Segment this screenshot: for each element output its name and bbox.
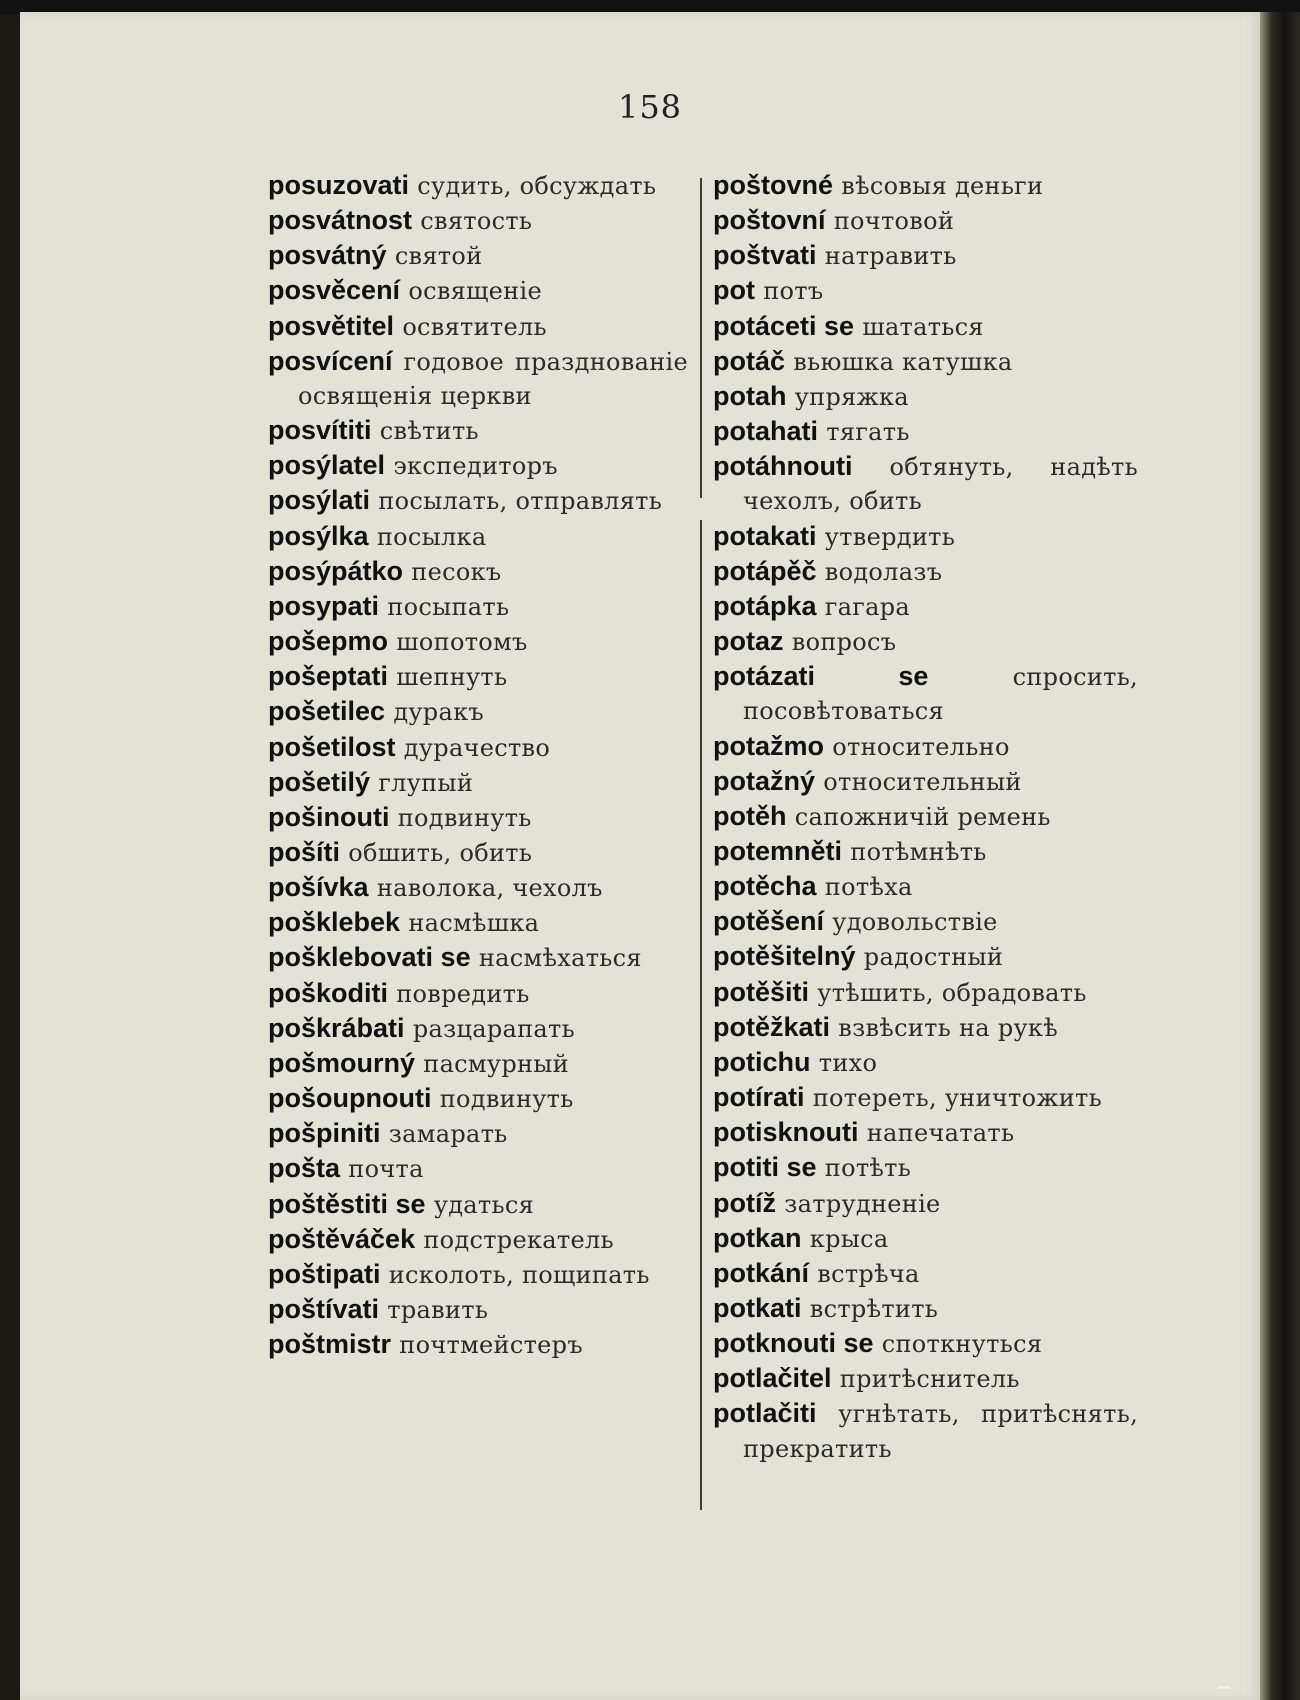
entry-gloss: судить, обсуждать	[417, 172, 657, 200]
entry-headword: pošinouti	[268, 801, 390, 832]
entry-headword: posýlati	[268, 485, 371, 516]
entry-gloss: утвердить	[824, 522, 956, 551]
entry-headword: potápěč	[713, 555, 817, 586]
entry-gloss: затрудненіе	[784, 1189, 941, 1218]
entry-headword: poškoditi	[268, 977, 388, 1008]
entry-gloss: годовое празднованіе освященія церкви	[298, 347, 688, 410]
dictionary-entry	[713, 1396, 1138, 1465]
entry-gloss: удаться	[433, 1190, 535, 1219]
entry-headword: poštvati	[713, 240, 817, 271]
entry-gloss: относительный	[823, 767, 1022, 796]
entry-headword: posypati	[268, 590, 380, 621]
entry-headword: pošívka	[268, 872, 369, 903]
entry-gloss: обтянуть, надѣть чехолъ, обить	[743, 453, 1138, 516]
entry-gloss: насмѣшка	[408, 909, 540, 938]
entry-gloss: вьюшка катушка	[793, 347, 1013, 376]
column-divider	[700, 520, 702, 1510]
entry-headword: potiti se	[713, 1152, 817, 1183]
entry-headword: pošíti	[268, 836, 340, 867]
entry-headword: potěšitelný	[713, 941, 856, 972]
entry-gloss: натравить	[824, 242, 957, 271]
entry-gloss: освященіе	[408, 277, 542, 306]
entry-gloss: утѣшить, обрадовать	[817, 978, 1087, 1007]
entry-gloss: гагара	[824, 592, 911, 621]
dictionary-entry	[268, 694, 688, 729]
dictionary-entry	[713, 1186, 1138, 1221]
entry-gloss: исколоть, пощипать	[388, 1260, 650, 1289]
entry-headword: potisknouti	[713, 1117, 859, 1148]
entry-headword: pošpiniti	[268, 1118, 381, 1149]
dictionary-entry	[713, 168, 1138, 203]
entry-headword: pošepmo	[268, 626, 389, 657]
entry-gloss: встрѣча	[817, 1259, 920, 1288]
entry-headword: potakati	[713, 520, 817, 551]
entry-gloss: обшить, обить	[348, 838, 533, 867]
entry-gloss: водолазъ	[824, 557, 943, 586]
entry-headword: potkati	[713, 1293, 802, 1323]
entry-gloss: глупый	[378, 768, 474, 797]
entry-headword: posvátnost	[268, 205, 413, 236]
dictionary-entry	[713, 729, 1138, 764]
dictionary-entry	[268, 730, 688, 765]
entry-gloss: подвинуть	[397, 803, 532, 832]
entry-headword: potažný	[713, 765, 816, 796]
entry-headword: pošetilý	[268, 766, 371, 797]
entry-gloss: потъ	[763, 277, 824, 306]
dictionary-entry	[713, 1010, 1138, 1045]
entry-headword: potěšení	[713, 906, 825, 937]
entry-gloss: наволока, чехолъ	[376, 874, 603, 903]
dictionary-entry	[268, 1081, 688, 1116]
dictionary-entry	[268, 309, 688, 344]
entry-gloss: освятитель	[402, 312, 547, 341]
entry-headword: poštmistr	[268, 1329, 392, 1360]
dictionary-entry	[713, 904, 1138, 939]
dictionary-entry	[268, 1011, 688, 1046]
dictionary-entry	[713, 309, 1138, 344]
entry-gloss: потѣть	[824, 1154, 912, 1183]
dictionary-entry	[268, 1151, 688, 1186]
entry-headword: poštovní	[713, 205, 826, 236]
entry-gloss: почтовой	[833, 207, 955, 236]
dictionary-entry	[713, 414, 1138, 449]
entry-headword: potahati	[713, 416, 818, 447]
entry-headword: potichu	[713, 1046, 811, 1077]
entry-headword: potěžkati	[713, 1011, 831, 1042]
book-spine-edge	[1260, 12, 1300, 1700]
entry-headword: potlačiti	[713, 1398, 817, 1429]
dictionary-entry	[713, 624, 1138, 659]
dictionary-entry	[268, 1046, 688, 1081]
entry-headword: poštívati	[268, 1294, 380, 1324]
dictionary-entry	[268, 765, 688, 800]
entry-headword: potah	[713, 380, 787, 411]
entry-headword: pošetilec	[268, 696, 386, 727]
entry-headword: pošoupnouti	[268, 1083, 432, 1114]
entry-headword: pošta	[268, 1153, 341, 1184]
entry-gloss: пасмурный	[423, 1049, 569, 1078]
dictionary-entry	[713, 554, 1138, 589]
entry-gloss: тихо	[818, 1048, 878, 1077]
entry-gloss: вѣсовыя деньги	[841, 172, 1044, 200]
dictionary-entry	[713, 939, 1138, 974]
entry-headword: posvícení	[268, 345, 393, 376]
dictionary-entry	[268, 905, 688, 940]
entry-gloss: подстрекатель	[423, 1225, 614, 1254]
right-column	[713, 168, 1138, 1466]
entry-headword: potírati	[713, 1082, 805, 1113]
entry-headword: potázati se	[713, 661, 929, 692]
dictionary-entry	[268, 483, 688, 518]
entry-gloss: потѣмнѣть	[850, 837, 987, 866]
entry-headword: posýpátko	[268, 555, 404, 586]
entry-headword: pošklebek	[268, 907, 401, 938]
dictionary-entry	[268, 448, 688, 483]
entry-gloss: вопросъ	[791, 628, 897, 657]
entry-gloss: посылать, отправлять	[378, 487, 663, 516]
entry-gloss: притѣснитель	[839, 1365, 1020, 1394]
entry-headword: potěšiti	[713, 976, 810, 1007]
entry-headword: potkání	[713, 1257, 810, 1288]
entry-headword: poštipati	[268, 1258, 381, 1289]
entry-gloss: потѣха	[824, 873, 913, 902]
dictionary-entry	[713, 1256, 1138, 1291]
entry-gloss: замарать	[388, 1120, 508, 1149]
entry-gloss: посыпать	[387, 592, 510, 621]
dictionary-entry	[268, 554, 688, 589]
entry-gloss: потереть, уничтожить	[812, 1084, 1102, 1113]
dictionary-entry	[268, 519, 688, 554]
entry-headword: potaz	[713, 626, 784, 657]
dictionary-entry	[268, 659, 688, 694]
entry-headword: pošmourný	[268, 1047, 416, 1078]
entry-headword: poštěstiti se	[268, 1188, 426, 1219]
entry-gloss: тягать	[826, 418, 910, 447]
entry-gloss: подвинуть	[439, 1085, 574, 1114]
entry-headword: posvátný	[268, 240, 387, 271]
dictionary-entry	[268, 589, 688, 624]
entry-gloss: дуракъ	[393, 698, 484, 727]
dictionary-entry	[713, 1221, 1138, 1256]
entry-headword: potěh	[713, 800, 787, 831]
entry-gloss: травить	[387, 1296, 489, 1324]
entry-headword: pot	[713, 275, 755, 306]
dictionary-entry	[268, 203, 688, 238]
edge-mark	[1218, 1686, 1230, 1689]
entry-headword: potáč	[713, 345, 786, 376]
dictionary-entry	[268, 940, 688, 975]
dictionary-entry	[713, 344, 1138, 379]
entry-gloss: относительно	[832, 732, 1010, 761]
dictionary-entry	[713, 1150, 1138, 1185]
entry-headword: pošklebovati se	[268, 942, 471, 973]
dictionary-entry	[713, 379, 1138, 414]
dictionary-entry	[268, 273, 688, 308]
entry-headword: poškrábati	[268, 1012, 405, 1043]
entry-gloss: повредить	[396, 979, 530, 1008]
entry-headword: posvítiti	[268, 415, 372, 446]
entry-headword: potemněti	[713, 835, 843, 866]
entry-gloss: почта	[348, 1155, 424, 1184]
dictionary-entry	[713, 519, 1138, 554]
dictionary-entry	[713, 273, 1138, 308]
entry-gloss: свѣтить	[379, 417, 479, 446]
entry-headword: poštovné	[713, 170, 834, 200]
entry-gloss: крыса	[809, 1224, 889, 1253]
entry-headword: potknouti se	[713, 1328, 874, 1359]
entry-gloss: насмѣхаться	[478, 944, 642, 973]
entry-headword: pošeptati	[268, 661, 389, 692]
entry-gloss: святость	[420, 207, 533, 236]
dictionary-entry	[713, 764, 1138, 799]
dictionary-entry	[268, 413, 688, 448]
entry-gloss: шататься	[862, 312, 984, 341]
entry-gloss: разцарапать	[412, 1014, 575, 1043]
entry-gloss: песокъ	[411, 557, 502, 586]
dictionary-entry	[268, 835, 688, 870]
dictionary-entry	[713, 1291, 1138, 1326]
entry-gloss: упряжка	[794, 382, 909, 411]
dictionary-entry	[713, 203, 1138, 238]
dictionary-entry	[713, 975, 1138, 1010]
left-column	[268, 168, 688, 1362]
dictionary-entry	[713, 238, 1138, 273]
entry-gloss: удовольствіе	[832, 908, 998, 937]
dictionary-entry	[268, 976, 688, 1011]
entry-gloss: взвѣсить на рукѣ	[838, 1013, 1058, 1042]
dictionary-entry	[713, 589, 1138, 624]
entry-headword: potápka	[713, 590, 817, 621]
page-number: 158	[617, 88, 683, 126]
dictionary-entry	[713, 1115, 1138, 1150]
entry-headword: posvětitel	[268, 310, 395, 341]
entry-headword: potáceti se	[713, 310, 855, 341]
entry-gloss: встрѣтить	[809, 1295, 939, 1323]
entry-headword: potažmo	[713, 730, 824, 761]
entry-gloss: почтмейстеръ	[399, 1331, 583, 1360]
entry-headword: potkan	[713, 1222, 802, 1253]
dictionary-entry	[268, 168, 688, 203]
entry-gloss: шепнуть	[396, 663, 508, 692]
dictionary-entry	[268, 624, 688, 659]
dictionary-entry	[713, 449, 1138, 518]
entry-headword: posvěcení	[268, 275, 401, 306]
entry-gloss: радостный	[863, 943, 1004, 972]
entry-gloss: экспедиторъ	[393, 452, 558, 481]
dictionary-entry	[713, 659, 1138, 728]
entry-headword: potlačitel	[713, 1363, 832, 1394]
entry-headword: posýlatel	[268, 450, 386, 481]
dictionary-entry	[268, 1222, 688, 1257]
entry-gloss: напечатать	[866, 1119, 1015, 1148]
dictionary-entry	[713, 1080, 1138, 1115]
entry-gloss: дурачество	[403, 733, 551, 762]
dictionary-entry	[268, 870, 688, 905]
entry-headword: pošetilost	[268, 731, 396, 762]
dictionary-entry	[713, 1361, 1138, 1396]
entry-gloss: сапожничій ремень	[794, 802, 1051, 831]
entry-headword: posuzovati	[268, 170, 410, 200]
entry-headword: potáhnouti	[713, 451, 853, 482]
entry-gloss: спросить, посовѣтоваться	[743, 663, 1138, 726]
dictionary-entry	[268, 238, 688, 273]
entry-headword: potěcha	[713, 871, 817, 902]
entry-headword: posýlka	[268, 520, 369, 551]
dictionary-entry	[268, 1257, 688, 1292]
dictionary-entry	[713, 869, 1138, 904]
dictionary-entry	[713, 834, 1138, 869]
dictionary-entry	[268, 800, 688, 835]
dictionary-entry	[268, 344, 688, 413]
entry-gloss: угнѣтать, притѣснять, прекратить	[743, 1400, 1138, 1463]
entry-gloss: споткнуться	[881, 1330, 1043, 1359]
entry-headword: potíž	[713, 1187, 776, 1218]
entry-gloss: посылка	[376, 522, 487, 551]
entry-headword: poštěváček	[268, 1223, 416, 1254]
dictionary-entry	[268, 1187, 688, 1222]
dictionary-entry	[713, 1326, 1138, 1361]
column-divider	[700, 178, 702, 498]
dictionary-entry	[268, 1292, 688, 1327]
dictionary-entry	[713, 1045, 1138, 1080]
entry-gloss: шопотомъ	[396, 628, 528, 657]
dictionary-entry	[268, 1116, 688, 1151]
entry-gloss: святой	[394, 242, 483, 271]
dictionary-entry	[268, 1327, 688, 1362]
dictionary-entry	[713, 799, 1138, 834]
